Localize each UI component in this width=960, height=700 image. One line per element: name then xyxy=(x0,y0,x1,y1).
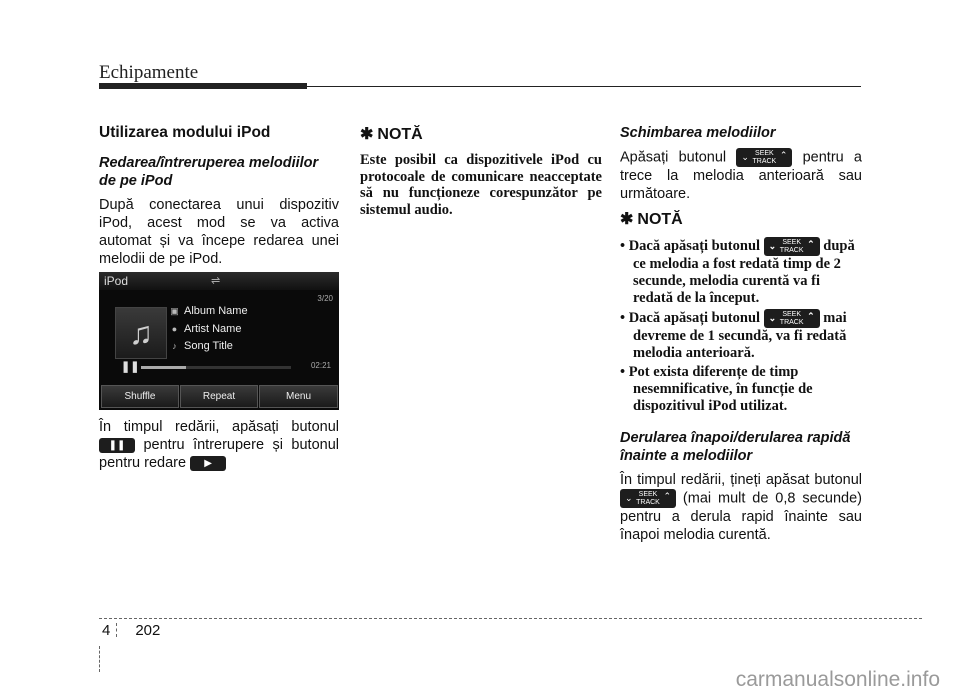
shuffle-button[interactable]: Shuffle xyxy=(101,385,179,408)
paragraph-rewind-ff xyxy=(620,471,862,544)
seek-track-button-icon: ⌄ SEEK TRACK ⌃ xyxy=(764,237,820,256)
music-note-icon: ♫ xyxy=(115,307,167,359)
chapter-number: 4 xyxy=(102,622,111,639)
list-item: • Dacă apăsați butonul ⌄ SEEK TRACK ⌃ mai devreme de 1 secundă, va fi redată melodia anterioară. xyxy=(620,309,847,361)
list-item: • Pot exista diferențe de timp nesemnificative, în funcție de dispozitivul iPod utilizat. xyxy=(620,364,813,414)
usb-icon: ⇌ xyxy=(211,275,221,287)
screen-title: iPod xyxy=(104,274,129,288)
ipod-screen xyxy=(99,272,339,410)
track-count: 3/20 xyxy=(317,294,333,303)
note-star-icon: ✱ xyxy=(360,126,374,143)
pause-button-icon: ❚❚ xyxy=(99,438,135,453)
text-hold-button: În timpul redării, țineți apăsat butonul xyxy=(620,472,862,488)
seek-track-button-icon: ⌄ SEEK TRACK ⌃ xyxy=(736,148,792,167)
footer-rule xyxy=(99,618,922,619)
header-rule xyxy=(99,86,861,87)
artist-icon: ● xyxy=(171,323,178,334)
note-star-icon: ✱ xyxy=(620,211,634,228)
repeat-button[interactable]: Repeat xyxy=(180,385,258,408)
column-2 xyxy=(360,124,602,218)
text-during-play: În timpul redării, apăsați butonul xyxy=(99,419,339,435)
text-pause-play: pentru întrerupere și butonul pentru redare xyxy=(99,437,340,471)
subheading-play-pause: Redarea/întreruperea melodiilor de pe iPod xyxy=(99,155,319,189)
album-icon: ▣ xyxy=(170,305,179,316)
column-3 xyxy=(620,124,862,544)
seek-track-button-icon: ⌄ SEEK TRACK ⌃ xyxy=(620,489,676,508)
elapsed-time: 02:21 xyxy=(310,361,331,370)
text-prev-next: pentru a trece la melodia anterioară sau următoare. xyxy=(620,149,862,202)
footer-separator xyxy=(99,646,100,672)
pause-icon[interactable]: ❚❚ xyxy=(121,361,140,373)
text-ff-rewind: (mai mult de 0,8 secunde) pentru a derula rapid înainte sau înapoi melodia curentă. xyxy=(620,490,863,543)
list-item: • Dacă apăsați butonul ⌄ SEEK TRACK ⌃ după ce melodia a fost redată timp de 2 secunde, melodia curentă va fi redată de la început. xyxy=(620,237,855,306)
seek-track-button-icon: ⌄ SEEK TRACK ⌃ xyxy=(764,309,820,328)
song-title: Song Title xyxy=(184,340,233,352)
note-title xyxy=(360,124,602,144)
note-label: NOTĂ xyxy=(637,211,683,228)
section-title: Echipamente xyxy=(99,62,199,83)
page-value: 202 xyxy=(135,622,161,639)
subheading-rewind-ff: Derularea înapoi/derularea rapidă înainte a melodiilor xyxy=(620,430,851,464)
album-name: Album Name xyxy=(184,305,248,317)
watermark: carmanualsonline.info xyxy=(735,668,940,691)
song-icon: ♪ xyxy=(172,340,177,351)
paragraph-connect: După conectarea unui dispozitiv iPod, acest mod se va activa automat și va începe redarea unei melodii de pe iPod. xyxy=(99,197,339,267)
subheading-change-tracks: Schimbarea melodiilor xyxy=(620,125,776,141)
heading-ipod-mode: Utilizarea modului iPod xyxy=(99,124,271,141)
artist-name: Artist Name xyxy=(184,323,242,335)
song-row xyxy=(169,340,233,352)
note-label: NOTĂ xyxy=(377,126,423,143)
column-1 xyxy=(99,124,339,472)
text-press-button: Apăsați butonul xyxy=(620,149,727,166)
artist-row xyxy=(169,323,241,335)
note-text: Este posibil ca dispozitivele iPod cu protocoale de comunicare neacceptate să nu funcționeze corespunzător pe sistemul audio. xyxy=(360,152,602,218)
album-row xyxy=(169,305,248,317)
progress-bar[interactable] xyxy=(141,366,291,369)
page-number xyxy=(102,622,160,639)
paragraph-change-tracks xyxy=(620,148,862,203)
play-button-icon: ▶ xyxy=(190,456,226,471)
note-title-2 xyxy=(620,209,862,229)
paragraph-pause-play xyxy=(99,418,339,472)
progress-fill xyxy=(141,366,186,369)
menu-button[interactable]: Menu xyxy=(259,385,338,408)
note-list xyxy=(620,237,862,415)
